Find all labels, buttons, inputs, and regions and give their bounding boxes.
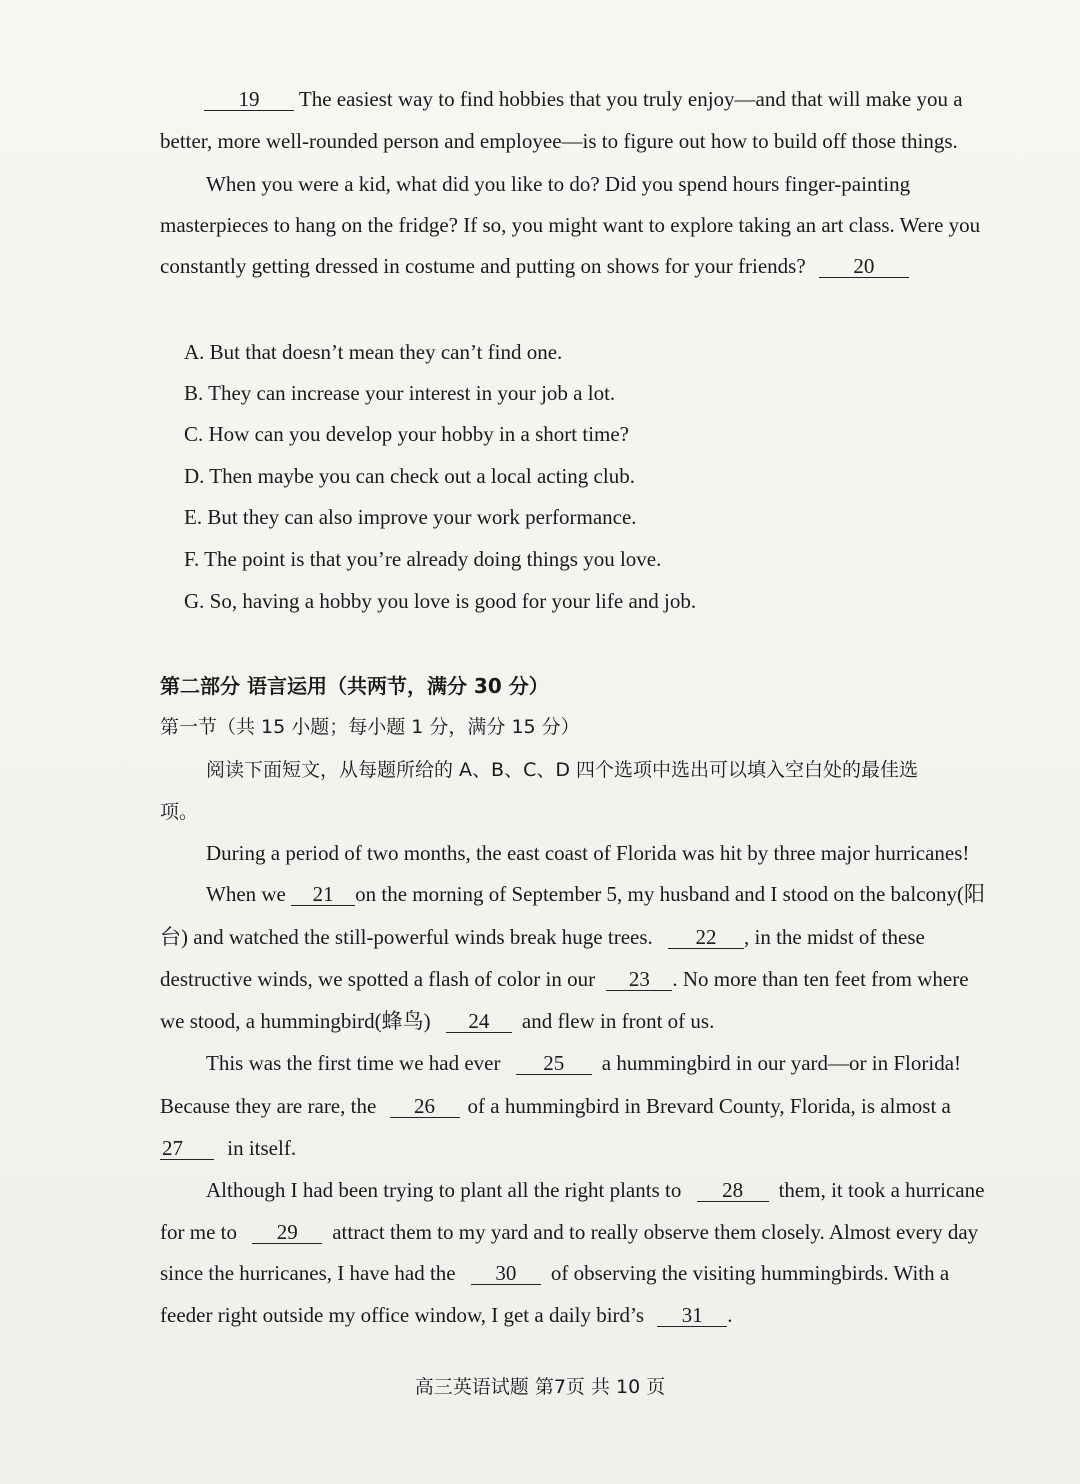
option-g: G. So, having a hobby you love is good for your life and job. — [184, 589, 697, 613]
option-e: E. But they can also improve your work performance. — [184, 505, 637, 529]
passage-line: masterpieces to hang on the fridge? If so, you might want to explore taking an art class. Were you — [160, 213, 981, 237]
passage-line — [160, 1302, 1032, 1328]
passage-line: During a period of two months, the east coast of Florida was hit by three major hurricanes! — [206, 841, 970, 865]
section-heading: 第一节（共 15 小题；每小题 1 分，满分 15 分） — [160, 716, 580, 738]
passage-line — [160, 1093, 1032, 1119]
text: in itself. — [227, 1136, 297, 1160]
option-c: C. How can you develop your hobby in a short time? — [184, 422, 629, 446]
text: of a hummingbird in Brevard County, Florida, is almost a — [467, 1094, 951, 1118]
text: , in the midst of these — [744, 925, 925, 949]
text: When we — [206, 882, 286, 906]
passage-line — [160, 924, 1032, 950]
text: feeder right outside my office window, I get a daily bird’s — [160, 1303, 645, 1327]
passage-line — [206, 1050, 1032, 1076]
blank-24: 24 — [446, 1010, 512, 1033]
text: on the morning of September 5, my husband and I stood on the balcony(阳 — [355, 882, 986, 906]
option-d: D. Then maybe you can check out a local acting club. — [184, 464, 635, 488]
passage-line — [160, 1008, 1032, 1034]
text: destructive winds, we spotted a flash of color in our — [160, 967, 596, 991]
passage-line — [160, 253, 1032, 279]
text: constantly getting dressed in costume and putting on shows for your friends? — [160, 254, 806, 278]
blank-25: 25 — [516, 1052, 592, 1075]
text: we stood, a hummingbird(蜂鸟) — [160, 1009, 431, 1033]
blank-30: 30 — [471, 1262, 541, 1285]
text: a hummingbird in our yard—or in Florida! — [601, 1051, 962, 1075]
option-a: A. But that doesn’t mean they can’t find one. — [184, 340, 563, 364]
blank-29: 29 — [252, 1221, 322, 1244]
option-b: B. They can increase your interest in your job a lot. — [184, 381, 616, 405]
blank-27: 27 — [160, 1137, 214, 1160]
passage-line — [160, 1135, 1032, 1161]
instructions: 阅读下面短文，从每题所给的 A、B、C、D 四个选项中选出可以填入空白处的最佳选 — [206, 759, 919, 781]
part-two-heading: 第二部分 语言运用（共两节，满分 30 分） — [160, 674, 549, 698]
text: This was the first time we had ever — [206, 1051, 501, 1075]
text: . — [727, 1303, 733, 1327]
passage-line — [206, 1177, 1032, 1203]
blank-19: 19 — [204, 88, 294, 111]
blank-28: 28 — [697, 1179, 769, 1202]
blank-21: 21 — [291, 883, 355, 906]
text: and flew in front of us. — [521, 1009, 715, 1033]
passage-line — [160, 1260, 1032, 1286]
text: for me to — [160, 1220, 237, 1244]
text: 台) and watched the still-powerful winds break huge trees. — [160, 925, 653, 949]
blank-23: 23 — [606, 968, 672, 991]
passage-line — [160, 966, 1032, 992]
blank-26: 26 — [390, 1095, 460, 1118]
option-f: F. The point is that you’re already doing things you love. — [184, 547, 662, 571]
text: Because they are rare, the — [160, 1094, 377, 1118]
instructions-cont: 项。 — [160, 801, 199, 823]
passage-line: better, more well-rounded person and employee—is to figure out how to build off those things. — [160, 129, 958, 153]
text: them, it took a hurricane — [778, 1178, 985, 1202]
page-footer: 高三英语试题 第7页 共 10 页 — [414, 1376, 666, 1398]
passage-line — [160, 1219, 1032, 1245]
passage-line: When you were a kid, what did you like to do? Did you spend hours finger-painting — [206, 172, 911, 196]
blank-20: 20 — [819, 255, 909, 278]
text: attract them to my yard and to really observe them closely. Almost every day — [332, 1220, 979, 1244]
blank-31: 31 — [657, 1304, 727, 1327]
text: The easiest way to find hobbies that you truly enjoy—and that will make you a — [298, 87, 963, 111]
passage-line — [206, 881, 1032, 907]
passage-line — [160, 86, 1032, 112]
text: . No more than ten feet from where — [672, 967, 969, 991]
text: Although I had been trying to plant all the right plants to — [206, 1178, 682, 1202]
text: of observing the visiting hummingbirds. With a — [550, 1261, 950, 1285]
text: since the hurricanes, I have had the — [160, 1261, 456, 1285]
blank-22: 22 — [668, 926, 744, 949]
